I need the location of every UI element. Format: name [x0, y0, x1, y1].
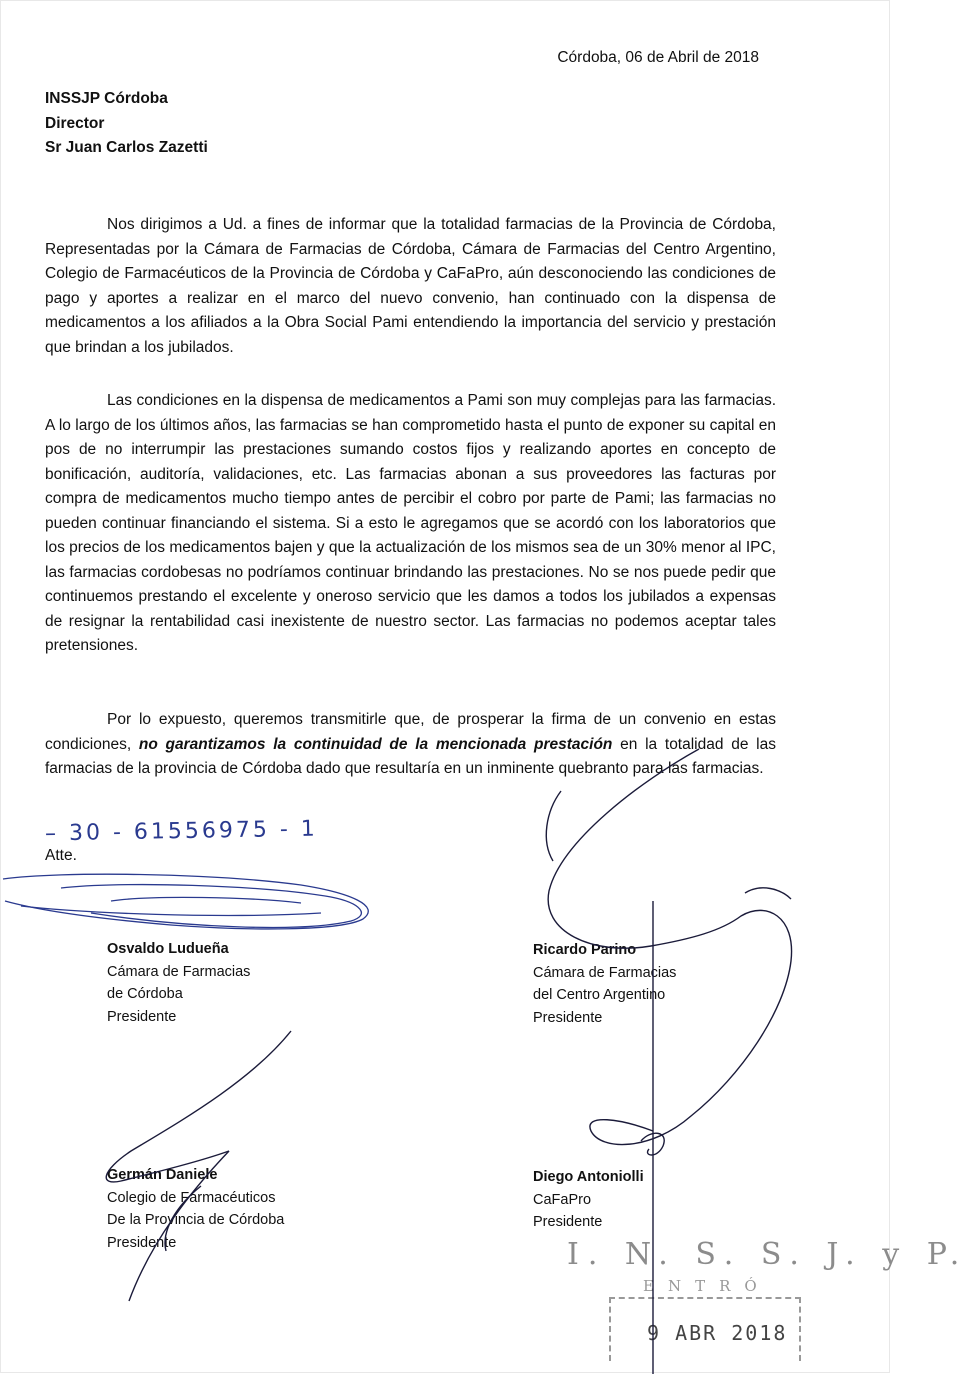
signatory-role: Presidente: [107, 1234, 177, 1251]
addressee-title: Director: [45, 114, 105, 132]
signatory-org: Colegio de Farmacéuticos: [107, 1189, 276, 1206]
paragraph-3-after: en la totalidad de las farmacias de la provincia de Córdoba dado que resultaría en un inminente quebranto para las farmacias.: [45, 735, 776, 777]
signatory-role: Presidente: [107, 1008, 177, 1025]
signatory-org-2: de Córdoba: [107, 986, 183, 1002]
paragraph-2-text: Las condiciones en la dispensa de medicamentos a Pami son muy complejas para las farmacias. A lo largo de los últimos años, las farmacias se han comprometido hasta el punto de exponer su capital en pos de no interrumpir las prestaciones sumando costos fijos y realizando aportes en concepto de bonificación, auditoría, validaciones, etc. Las farmacias abonan a sus proveedores las facturas por compra de medicamentos mucho tiempo antes de percibir el cobro por parte de Pami; las farmacias no pueden continuar financiando el sistema. Si a esto le agregamos que se acordó con los laboratorios que los precios de los medicamentos bajen y que la actualización de los mismos sea de un 30% menor al IPC, las farmacias cordobesas no podríamos continuar brindando las prestaciones. No se nos puede pedir que continuemos prestando el excelente y oneroso servicio que les damos a todos los jubilados a expensas de resignar la rentabilidad casi inexistente de nuestro sector. Las farmacias no podemos aceptar tales pretensiones.: [45, 392, 776, 654]
letter-date: Córdoba, 06 de Abril de 2018: [557, 49, 759, 66]
signatory-name: Ricardo Parino: [533, 942, 637, 958]
signatory-name: Osvaldo Ludueña: [107, 941, 229, 957]
handwritten-signatures: [1, 1, 891, 1374]
signatory-org: Cámara de Farmacias: [533, 964, 677, 981]
paragraph-3-before: Por lo expuesto, queremos transmitirle que, de prosperar la firma de un convenio en estas condiciones,: [45, 711, 776, 753]
stamp-date: 9 ABR 2018: [647, 1321, 788, 1345]
handwritten-number: – 30 - 61556975 - 1: [44, 816, 319, 847]
stamp-institution: I. N. S. S. J. y P.: [567, 1237, 968, 1272]
signature-daniele: [106, 1031, 291, 1301]
signature-parino: [546, 749, 791, 1374]
addressee-name: Sr Juan Carlos Zazetti: [45, 139, 208, 156]
signatory-org: CaFaPro: [533, 1191, 592, 1208]
signatory-org: Cámara de Farmacias: [107, 963, 251, 980]
paragraph-3-emphasis: no garantizamos la continuidad de la mencionada prestación: [138, 735, 613, 753]
signature-ludueña: [3, 874, 368, 929]
signatory-name: Germán Daniele: [107, 1167, 218, 1183]
signatory-org-2: del Centro Argentino: [533, 987, 666, 1003]
addressee-institution: INSSJP Córdoba: [45, 90, 168, 107]
signatory-role: Presidente: [533, 1214, 603, 1230]
closing: Atte.: [45, 847, 77, 864]
signatory-org-2: De la Provincia de Córdoba: [107, 1212, 285, 1228]
signatory-role: Presidente: [533, 1009, 603, 1026]
stamp-entro: ENTRÓ: [643, 1277, 771, 1295]
paragraph-1-text: Nos dirigimos a Ud. a fines de informar que la totalidad farmacias de la Provincia de Córdoba, Representadas por la Cámara de Farmacias de Córdoba, Cámara de Farmacias del Centro Argentino, Colegio de Farmacéuticos de la Provincia de Córdoba y CaFaPro, aún desconociendo las condiciones de pago y aportes a realizar en el marco del nuevo convenio, han continuado con la dispensa de medicamentos a los afiliados a la Obra Social Pami entendiendo la importancia del servicio y prestación que brindan a los jubilados.: [45, 216, 776, 356]
signatory-name: Diego Antoniolli: [533, 1169, 644, 1185]
